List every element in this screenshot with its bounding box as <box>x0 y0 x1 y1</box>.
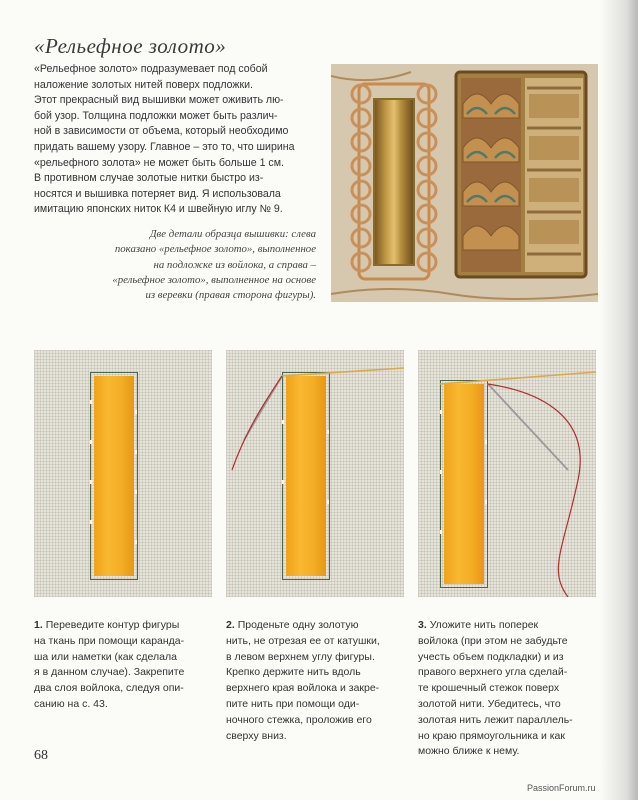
page-gutter-shadow <box>600 0 638 800</box>
basting-stitch <box>90 400 92 404</box>
step-line: но краю прямоугольника и как <box>418 729 565 742</box>
gold-thread <box>440 372 596 384</box>
felt-rectangle <box>94 376 134 576</box>
step-3-image <box>418 350 596 597</box>
intro-line: бой узор. Толщина подложки может быть различ- <box>34 109 278 122</box>
basting-stitch <box>90 480 92 484</box>
step-number: 3. <box>418 619 427 631</box>
step-line: ночного стежка, проложив его <box>226 713 372 726</box>
section-title: «Рельефное золото» <box>34 34 227 58</box>
gold-thread <box>282 368 404 376</box>
step-line: Крепко держите нить вдоль <box>226 666 361 679</box>
step-line: в левом верхнем углу фигуры. <box>226 650 375 663</box>
step-line: учесть объем подкладки) и из <box>418 650 564 663</box>
intro-line: наложение золотых нитей поверх подложки. <box>34 78 253 91</box>
caption-line: Две детали образца вышивки: слева <box>149 228 316 240</box>
intro-line: Этот прекрасный вид вышивки может оживить лю- <box>34 94 284 107</box>
step-number: 2. <box>226 619 235 631</box>
step-3-text <box>418 618 590 760</box>
step-line: верхнего края войлока и закре- <box>226 682 380 695</box>
step-line: я в данном случае). Закрепите <box>34 666 185 679</box>
thread-and-needle-drawing <box>226 350 404 597</box>
step-line: ша или наметки (как сделала <box>34 650 177 663</box>
step-line: те крошечный стежок поверх <box>418 682 560 695</box>
right-embroidery-figure <box>456 72 586 277</box>
thread-and-needle-drawing <box>418 350 596 597</box>
step-line-text: Проденьте одну золотую <box>237 619 359 631</box>
intro-line: В противном случае золотые нитки быстро из- <box>34 172 264 185</box>
step-line: пите нить при помощи оди- <box>226 697 360 710</box>
basting-stitch <box>135 540 137 544</box>
step-line: нить, не отрезая ее от катушки, <box>226 634 380 647</box>
step-1-image <box>34 350 212 597</box>
basting-stitch <box>90 520 92 524</box>
basting-stitch <box>135 450 137 454</box>
intro-line: носятся и вышивка потеряет вид. Я использовала <box>34 187 281 200</box>
step-number: 1. <box>34 619 43 631</box>
watermark-text: PassionForum.ru <box>527 783 596 793</box>
caption-line: из веревки (правая сторона фигуры). <box>145 289 316 302</box>
step-line: два слоя войлока, следуя опи- <box>34 682 184 695</box>
step-2-image <box>226 350 404 597</box>
red-thread <box>488 384 580 597</box>
needle <box>488 384 568 470</box>
intro-line: имитацию японских ниток К4 и швейную иглу № 9. <box>34 203 283 216</box>
step-line: санию на с. 43. <box>34 697 108 710</box>
step-2-text <box>226 618 398 744</box>
step-line-text: Переведите контур фигуры <box>45 619 180 631</box>
step-1-text <box>34 618 206 713</box>
basting-stitch <box>135 490 137 494</box>
step-line <box>418 618 590 634</box>
embroidery-sample-photo <box>331 64 598 302</box>
step-line <box>226 618 398 634</box>
caption-line: показано «рельефное золото», выполненное <box>114 243 316 256</box>
basting-stitch <box>135 410 137 414</box>
intro-line: «рельефного золота» не может быть больше 1 см. <box>34 156 284 169</box>
step-line: на ткань при помощи каранда- <box>34 634 185 647</box>
intro-line: ной в зависимости от объема, который необходимо <box>34 125 289 138</box>
step-line: золотая нить лежит параллель- <box>418 713 573 726</box>
intro-line: «Рельефное золото» подразумевает под собой <box>34 63 268 75</box>
step-line: золотой нити. Убедитесь, что <box>418 697 561 710</box>
step-line: можно ближе к нему. <box>418 745 520 758</box>
intro-line: придать вашему узору. Главное – это то, что ширина <box>34 140 295 153</box>
embroidery-photo-drawing <box>331 64 598 302</box>
step-line: войлока (при этом не забудьте <box>418 634 568 647</box>
page-number: 68 <box>34 748 48 763</box>
step-line <box>34 618 206 634</box>
basting-stitch <box>90 440 92 444</box>
step-line-text: Уложите нить поперек <box>429 619 539 631</box>
caption-line: «рельефное золото», выполненное на основе <box>112 273 316 286</box>
step-line: правого верхнего угла сделай- <box>418 666 568 679</box>
photo-caption <box>84 227 316 303</box>
intro-paragraph <box>34 62 319 218</box>
step-line: сверху вниз. <box>226 729 287 742</box>
caption-line: на подложке из войлока, а справа – <box>153 258 316 271</box>
